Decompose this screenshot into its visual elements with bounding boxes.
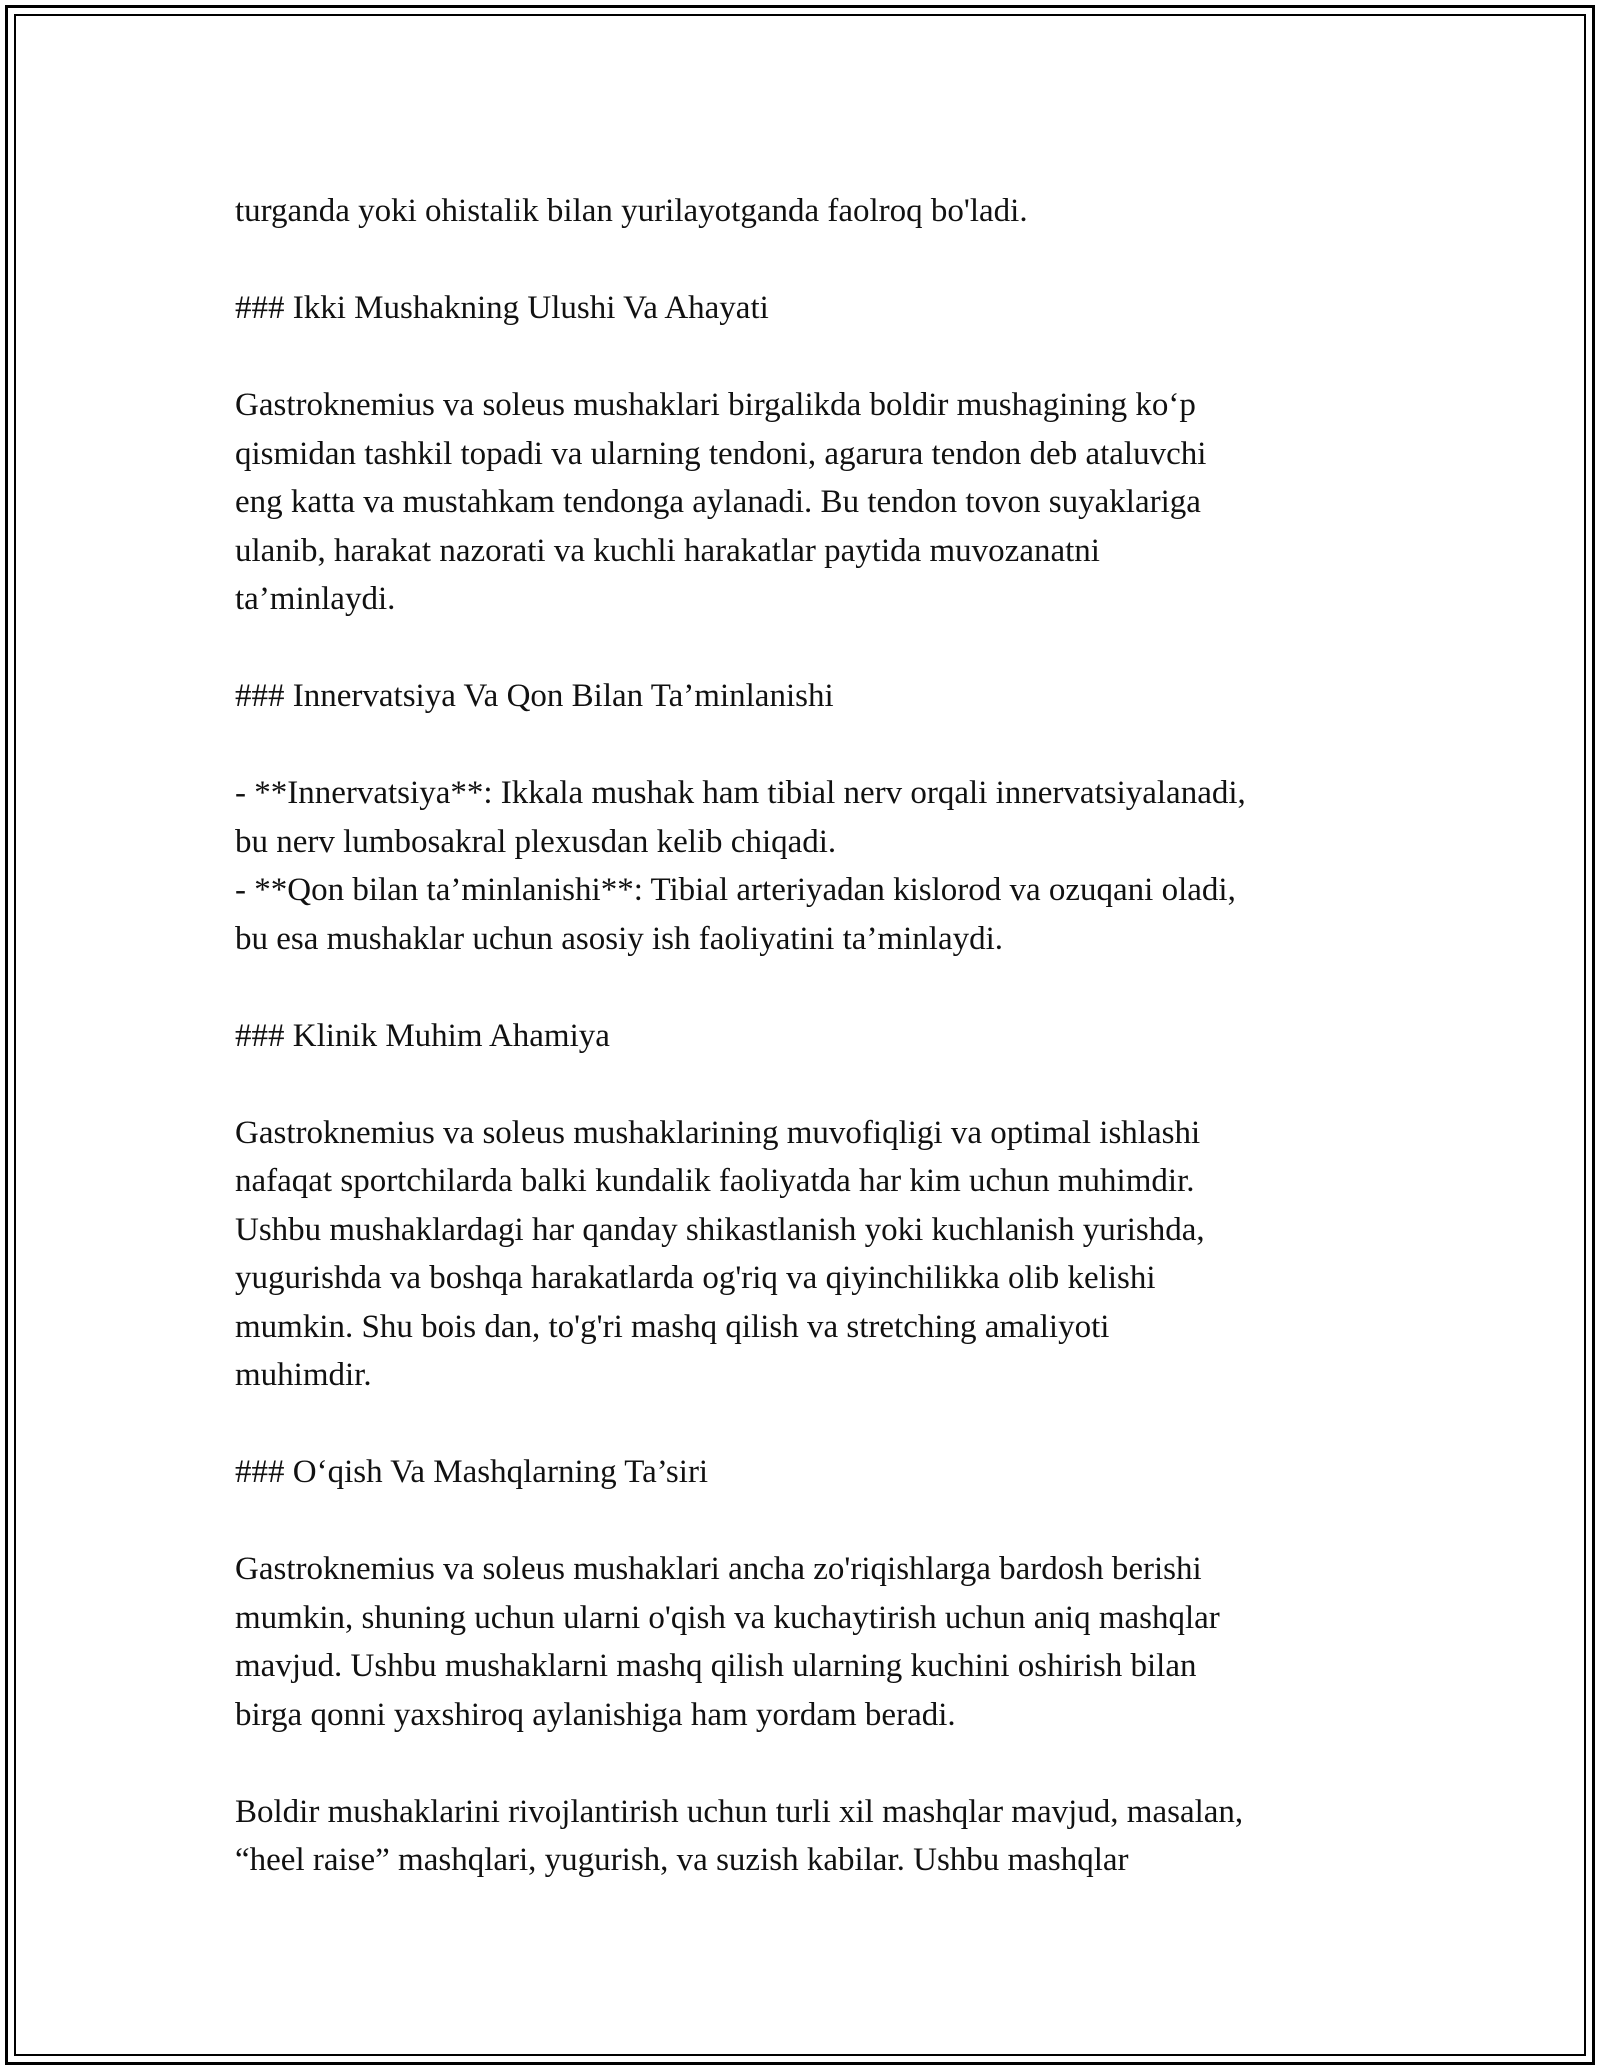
list-line: - **Qon bilan ta’minlanishi**: Tibial arteriyadan kislorod va ozuqani oladi,	[235, 872, 1236, 908]
block-spacer	[235, 1739, 1385, 1788]
list-line: bu nerv lumbosakral plexusdan kelib chiqadi.	[235, 823, 837, 860]
block-spacer	[235, 1497, 1385, 1546]
block-spacer	[235, 1060, 1385, 1109]
paragraph-boldir	[235, 1788, 1385, 1885]
text-line: Ushbu mushaklardagi har qanday shikastlanish yoki kuchlanish yurishda,	[235, 1211, 1205, 1248]
text-line: turganda yoki ohistalik bilan yurilayotganda faolroq bo'ladi.	[235, 193, 1028, 229]
paragraph-gastroknemius-soleus	[235, 381, 1385, 624]
block-spacer	[235, 333, 1385, 382]
innervation-list	[235, 769, 1385, 963]
section-heading: ### Klinik Muhim Ahamiya	[235, 1017, 610, 1054]
text-line: Gastroknemius va soleus mushaklari ancha zo'riqishlarga bardosh berishi	[235, 1551, 1202, 1587]
block-spacer	[235, 1400, 1385, 1449]
block-spacer	[235, 624, 1385, 673]
text-line: mumkin. Shu bois dan, to'g'ri mashq qilish va stretching amaliyoti	[235, 1308, 1110, 1345]
text-line: birga qonni yaxshiroq aylanishiga ham yordam beradi.	[235, 1696, 956, 1733]
heading-innervatsiya	[235, 672, 1385, 721]
text-line: yugurishda va boshqa harakatlarda og'riq va qiyinchilikka olib kelishi	[235, 1260, 1156, 1296]
heading-ikki-mushakning	[235, 284, 1385, 333]
block-spacer	[235, 963, 1385, 1012]
text-line: qismidan tashkil topadi va ularning tendoni, agarura tendon deb ataluvchi	[235, 435, 1207, 472]
text-line: ulanib, harakat nazorati va kuchli harakatlar paytida muvozanatni	[235, 532, 1100, 569]
text-line: ta’minlaydi.	[235, 581, 396, 617]
heading-oqish	[235, 1448, 1385, 1497]
block-spacer	[235, 236, 1385, 285]
section-heading: ### O‘qish Va Mashqlarning Ta’siri	[235, 1454, 709, 1490]
text-line: Gastroknemius va soleus mushaklarining muvofiqligi va optimal ishlashi	[235, 1114, 1201, 1151]
text-line: Boldir mushaklarini rivojlantirish uchun turli xil mashqlar mavjud, masalan,	[235, 1793, 1244, 1830]
text-line: mumkin, shuning uchun ularni o'qish va kuchaytirish uchun aniq mashqlar	[235, 1599, 1220, 1636]
text-line: nafaqat sportchilarda balki kundalik faoliyatda har kim uchun muhimdir.	[235, 1163, 1195, 1199]
block-spacer	[235, 721, 1385, 770]
text-line: mavjud. Ushbu mushaklarni mashq qilish ularning kuchini oshirish bilan	[235, 1648, 1197, 1684]
list-line: bu esa mushaklar uchun asosiy ish faoliyatini ta’minlaydi.	[235, 920, 1004, 957]
text-line: muhimdir.	[235, 1357, 372, 1393]
text-line: Gastroknemius va soleus mushaklari birgalikda boldir mushagining ko‘p	[235, 387, 1196, 423]
section-heading: ### Innervatsiya Va Qon Bilan Ta’minlanishi	[235, 678, 834, 714]
text-line: eng katta va mustahkam tendonga aylanadi. Bu tendon tovon suyaklariga	[235, 484, 1201, 520]
section-heading: ### Ikki Mushakning Ulushi Va Ahayati	[235, 290, 769, 326]
document-body	[235, 187, 1385, 1885]
paragraph-continuation	[235, 187, 1385, 236]
paragraph-oqish	[235, 1545, 1385, 1739]
paragraph-klinik	[235, 1109, 1385, 1400]
heading-klinik	[235, 1012, 1385, 1061]
text-line: “heel raise” mashqlari, yugurish, va suzish kabilar. Ushbu mashqlar	[235, 1842, 1129, 1878]
list-line: - **Innervatsiya**: Ikkala mushak ham tibial nerv orqali innervatsiyalanadi,	[235, 775, 1246, 811]
